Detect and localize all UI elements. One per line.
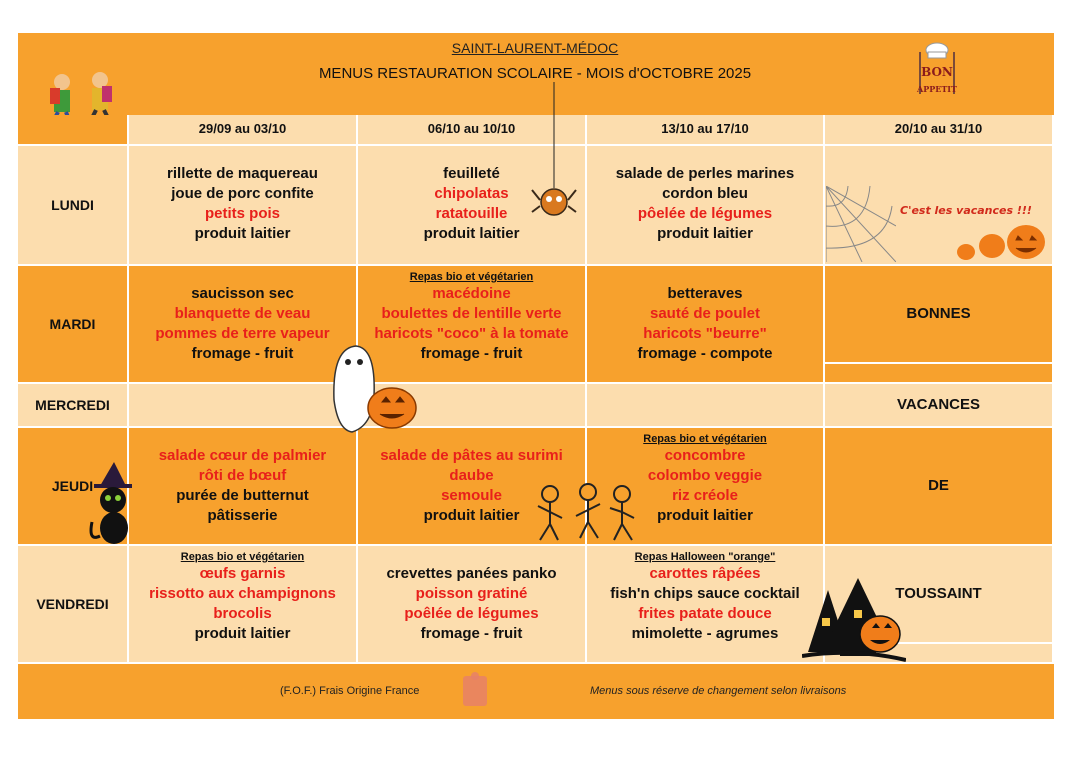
menu-cell: [129, 146, 358, 266]
witch-cat-icon: [86, 462, 146, 546]
vacances-word: VACANCES: [825, 384, 1054, 428]
day-label: LUNDI: [18, 146, 129, 266]
menu-cell: [587, 546, 825, 664]
pumpkins-icon: [956, 222, 1048, 262]
menu-tag: Repas Halloween "orange": [634, 551, 776, 563]
menu-cell: [129, 546, 358, 664]
ghost-pumpkin-icon: [322, 340, 418, 436]
menu-item: fish'n chips sauce cocktail: [610, 585, 800, 602]
menu-item: poêlée de légumes: [404, 605, 539, 622]
svg-text:APPETIT: APPETIT: [917, 84, 957, 94]
menu-item: haricots "beurre": [643, 325, 767, 342]
menu-item: riz créole: [672, 487, 738, 504]
vacances-word: BONNES: [825, 266, 1054, 364]
vacances-word: DE: [825, 428, 1054, 546]
menu-item: concombre: [664, 447, 746, 464]
menu-item: pommes de terre vapeur: [155, 325, 330, 342]
menu-item: petits pois: [204, 205, 280, 222]
menu-item: produit laitier: [194, 225, 291, 242]
menu-item: fromage - fruit: [420, 345, 523, 362]
menu-item: salade de pâtes au surimi: [380, 447, 563, 464]
menu-item: blanquette de veau: [174, 305, 311, 322]
menu-item: macédoine: [432, 285, 511, 302]
menu-item: rillette de maquereau: [167, 165, 318, 182]
chef-stamp-icon: [460, 670, 490, 710]
menu-item: fromage - fruit: [420, 625, 523, 642]
week-header: 13/10 au 17/10: [587, 115, 825, 146]
menu-item: produit laitier: [657, 225, 753, 242]
footer-origin-note: (F.O.F.) Frais Origine France: [280, 685, 420, 697]
menu-item: feuilleté: [443, 165, 500, 182]
day-label: MARDI: [18, 266, 129, 384]
day-label: VENDREDI: [18, 546, 129, 664]
menu-item: rissotto aux champignons: [149, 585, 336, 602]
menu-item: mimolette - agrumes: [631, 625, 779, 642]
bon-appetit-logo: [916, 42, 958, 98]
spider-web-icon: [826, 186, 896, 262]
menu-item: œufs garnis: [199, 565, 286, 582]
menu-item: brocolis: [213, 605, 272, 622]
menu-item: cordon bleu: [662, 185, 748, 202]
empty-cell: [587, 384, 825, 428]
spider-icon: [530, 82, 578, 222]
menu-item: carottes râpées: [649, 565, 761, 582]
menu-tag: Repas bio et végétarien: [180, 551, 305, 563]
menu-item: poisson gratiné: [415, 585, 528, 602]
menu-item: pâtisserie: [207, 507, 278, 524]
menu-item: ratatouille: [435, 205, 508, 222]
menu-item: produit laitier: [423, 507, 520, 524]
menu-item: purée de butternut: [176, 487, 309, 504]
town-title: SAINT-LAURENT-MÉDOC: [451, 40, 619, 56]
menu-item: boulettes de lentille verte: [381, 305, 562, 322]
menu-item: produit laitier: [423, 225, 520, 242]
menu-item: chipolatas: [434, 185, 509, 202]
menu-cell: [587, 146, 825, 266]
menu-item: crevettes panées panko: [386, 565, 557, 582]
menu-item: saucisson sec: [191, 285, 294, 302]
corner-cell: [18, 115, 129, 146]
week-header: 06/10 au 10/10: [358, 115, 587, 146]
vacances-note: C'est les vacances !!!: [900, 204, 1032, 217]
vacances-cell: [825, 364, 1054, 384]
menu-item: salade de perles marines: [615, 165, 795, 182]
menu-item: daube: [449, 467, 494, 484]
menu-title: MENUS RESTAURATION SCOLAIRE - MOIS d'OCTOBRE 2025: [318, 65, 752, 82]
menu-item: fromage - compote: [637, 345, 773, 362]
menu-cell: [587, 266, 825, 384]
menu-item: pôelée de légumes: [637, 205, 773, 222]
dancing-skeletons-icon: [526, 472, 642, 546]
menu-item: sauté de poulet: [649, 305, 761, 322]
menu-item: frites patate douce: [638, 605, 772, 622]
week-header: 20/10 au 31/10: [825, 115, 1054, 146]
day-label: JEUDI: [18, 428, 129, 546]
menu-item: fromage - fruit: [191, 345, 294, 362]
footer-disclaimer: Menus sous réserve de changement selon livraisons: [590, 685, 847, 697]
menu-item: joue de porc confite: [171, 185, 314, 202]
menu-item: colombo veggie: [647, 467, 763, 484]
haunted-house-icon: [802, 572, 906, 662]
menu-item: salade cœur de palmier: [158, 447, 327, 464]
day-label: MERCREDI: [18, 384, 129, 428]
week-header: 29/09 au 03/10: [129, 115, 358, 146]
menu-cell: [358, 546, 587, 664]
menu-item: produit laitier: [657, 507, 753, 524]
svg-text:BON: BON: [921, 65, 953, 79]
menu-item: betteraves: [667, 285, 743, 302]
menu-cell: [129, 428, 358, 546]
menu-item: produit laitier: [194, 625, 291, 642]
menu-tag: Repas bio et végétarien: [643, 433, 767, 445]
menu-item: semoule: [441, 487, 502, 504]
menu-item: rôti de bœuf: [198, 467, 287, 484]
menu-item: haricots "coco" à la tomate: [374, 325, 569, 342]
menu-tag: Repas bio et végétarien: [409, 271, 534, 283]
vacances-word: TOUSSAINT: [825, 546, 1054, 644]
